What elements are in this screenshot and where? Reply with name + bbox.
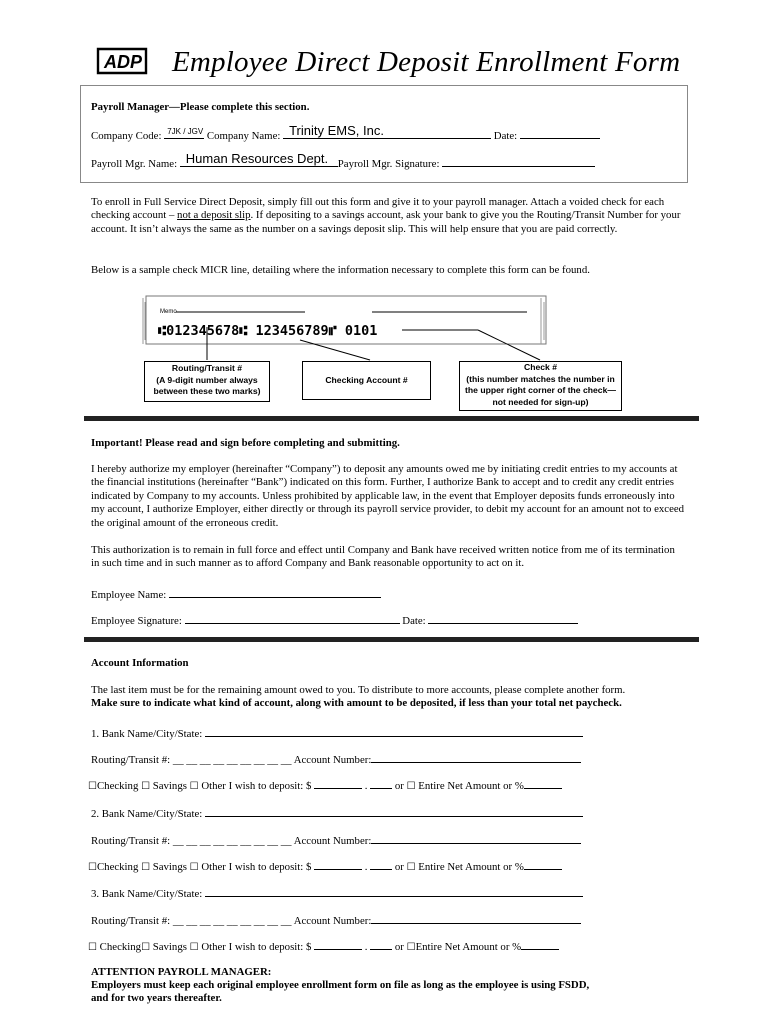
other-label: Other I wish to deposit: $ (201, 780, 312, 792)
routing-row-2 (91, 831, 581, 847)
account-number-field[interactable] (371, 831, 581, 844)
company-name-label: Company Name: (206, 130, 281, 142)
mgr-name-value: Human Resources Dept. (185, 151, 329, 166)
routing-callout-line: (A 9-digit number always (156, 374, 258, 385)
employee-signature-field[interactable] (185, 611, 400, 624)
micr-intro: Below is a sample check MICR line, detailing where the information necessary to complete this form can be found. (91, 264, 590, 276)
cents-field[interactable] (370, 857, 392, 870)
employee-date-field[interactable] (428, 611, 578, 624)
intro-underlined: not a deposit slip (177, 209, 251, 222)
account-type-row-2 (88, 857, 562, 873)
routing-blanks[interactable]: __ __ __ __ __ __ __ __ __ (172, 915, 292, 927)
attention-heading: ATTENTION PAYROLL MANAGER: (91, 966, 272, 978)
bank-row-2 (91, 804, 583, 820)
account-info-text (91, 684, 691, 711)
checking-label: Checking (96, 780, 139, 792)
or-label: or (394, 861, 404, 873)
company-row (91, 123, 600, 142)
routing-callout-line: Routing/Transit # (171, 363, 243, 373)
manager-date-label: Date: (493, 130, 518, 142)
bank-row-3 (91, 884, 583, 900)
percent-field[interactable] (524, 776, 562, 789)
other-label: Other I wish to deposit: $ (201, 861, 312, 873)
section-divider (84, 416, 699, 421)
routing-row-3 (91, 911, 581, 927)
employee-name-label: Employee Name: (91, 589, 167, 601)
checking-checkbox[interactable]: ☐ (88, 781, 97, 792)
employee-name-row (91, 585, 381, 601)
mgr-signature-field[interactable] (442, 154, 595, 167)
mgr-name-label: Payroll Mgr. Name: (91, 158, 178, 170)
other-checkbox[interactable]: ☐ (189, 862, 199, 873)
employee-signature-row (91, 611, 578, 627)
checknum-callout-line: Check # (524, 362, 557, 372)
manager-name-row (91, 151, 595, 170)
account-number-label: Account Number: (293, 754, 372, 766)
employee-signature-label: Employee Signature: (91, 615, 182, 627)
checknum-callout (459, 361, 622, 411)
routing-callout (144, 361, 270, 402)
bank-field[interactable] (205, 724, 583, 737)
authorization-paragraph: I hereby authorize my employer (hereinafter “Company”) to deposit any amounts owed me by initiating credit entries to my accounts at the financial institutions (hereinafter “Bank”) indicated on this form. Further, I authorize Bank to accept and to credit any credit entries indicated by Company to my accounts. Unless prohibited by applicable law, in the event that Employer deposits funds erroneously into my account, I authorize Employer, either directly or through its payroll service provider, to debit my account for an amount not to exceed the original amount of the erroneous credit. (91, 463, 685, 529)
other-checkbox[interactable]: ☐ (189, 942, 199, 953)
adp-logo (96, 47, 150, 77)
manager-date-field[interactable] (520, 126, 600, 139)
company-code-value: 7JK / JGV (167, 127, 204, 136)
account-number-field[interactable] (371, 750, 581, 763)
savings-checkbox[interactable]: ☐ (141, 942, 151, 953)
account-info-line: The last item must be for the remaining amount owed to you. To distribute to more accounts, please complete another form. (91, 684, 626, 696)
or-label: or (394, 780, 404, 792)
savings-label: Savings (152, 941, 187, 953)
entire-net-label: Entire Net Amount or % (418, 780, 524, 792)
other-label: Other I wish to deposit: $ (201, 941, 312, 953)
checking-checkbox[interactable]: ☐ (88, 862, 97, 873)
account-number-label: Account Number: (293, 915, 372, 927)
attention-line-2: and for two years thereafter. (91, 992, 222, 1004)
routing-row-1 (91, 750, 581, 766)
employee-name-field[interactable] (169, 585, 381, 598)
checking-checkbox[interactable]: ☐ (88, 942, 97, 953)
employee-date-label: Date: (402, 615, 426, 627)
bank-field[interactable] (205, 804, 583, 817)
bank-label: 1. Bank Name/City/State: (91, 728, 203, 740)
mgr-name-field[interactable] (180, 151, 338, 167)
dollars-field[interactable] (314, 937, 362, 950)
company-name-value: Trinity EMS, Inc. (289, 123, 384, 138)
bank-label: 2. Bank Name/City/State: (91, 808, 203, 820)
or-label: or (394, 941, 404, 953)
decimal-point: . (364, 780, 368, 792)
authorization-heading: Important! Please read and sign before completing and submitting. (91, 437, 400, 449)
savings-label: Savings (152, 861, 187, 873)
account-type-row-1 (88, 776, 562, 792)
percent-field[interactable] (521, 937, 559, 950)
attention-line-1: Employers must keep each original employee enrollment form on file as long as the employee is using FSDD, (91, 979, 590, 991)
routing-label: Routing/Transit #: (91, 835, 171, 847)
savings-checkbox[interactable]: ☐ (141, 781, 151, 792)
micr-line: ⑆012345678⑆ 123456789⑈ 0101 (158, 323, 378, 339)
checknum-callout-line: the upper right corner of the check— (465, 385, 616, 395)
entire-net-label: Entire Net Amount or % (418, 861, 524, 873)
bank-row-1 (91, 724, 583, 740)
dollars-field[interactable] (314, 776, 362, 789)
bank-label: 3. Bank Name/City/State: (91, 888, 203, 900)
company-name-field[interactable] (283, 123, 491, 139)
bank-field[interactable] (205, 884, 583, 897)
account-number-label: Account Number: (293, 835, 372, 847)
other-checkbox[interactable]: ☐ (189, 781, 199, 792)
cents-field[interactable] (370, 937, 392, 950)
routing-callout-line: between these two marks) (153, 386, 261, 396)
checking-label: Checking (99, 941, 142, 953)
checknum-callout-line: (this number matches the number in (466, 373, 615, 384)
authorization-duration: This authorization is to remain in full force and effect until Company and Bank have received written notice from me of its termination in such time and in such manner as to afford Company and Bank reasonable opportunity to act on it. (91, 544, 675, 570)
mgr-signature-label: Payroll Mgr. Signature: (337, 158, 440, 170)
routing-blanks[interactable]: __ __ __ __ __ __ __ __ __ (172, 835, 292, 847)
attention-block (91, 966, 589, 1005)
account-info-heading: Account Information (91, 657, 189, 669)
savings-checkbox[interactable]: ☐ (141, 862, 151, 873)
checking-label: Checking (96, 861, 139, 873)
company-code-label: Company Code: (91, 130, 162, 142)
percent-field[interactable] (524, 857, 562, 870)
entire-net-label: Entire Net Amount or % (415, 941, 522, 953)
account-callout: Checking Account # (302, 361, 431, 400)
company-code-field[interactable] (164, 126, 204, 139)
intro-paragraph (91, 196, 691, 236)
decimal-point: . (364, 941, 368, 953)
account-type-row-3 (88, 937, 559, 953)
section-divider (84, 637, 699, 642)
account-info-bold-line: Make sure to indicate what kind of account, along with amount to be deposited, if less than your total net paycheck. (91, 697, 622, 710)
logo-text: ADP (103, 52, 143, 72)
intro-text-b: . If depositing to a savings account, ask your bank to give you the Routing/Transit Number for your account. It isn’t always the same as the number on a savings deposit slip. This will help ensure that you are paid correctly. (91, 209, 681, 235)
manager-section-heading: Payroll Manager—Please complete this section. (91, 101, 310, 113)
entire-net-checkbox[interactable]: ☐ (406, 862, 416, 873)
routing-blanks[interactable]: __ __ __ __ __ __ __ __ __ (172, 754, 292, 766)
dollars-field[interactable] (314, 857, 362, 870)
savings-label: Savings (152, 780, 187, 792)
decimal-point: . (364, 861, 368, 873)
form-title: Employee Direct Deposit Enrollment Form (172, 46, 681, 78)
memo-label: Memo (160, 309, 177, 315)
checknum-callout-line: not needed for sign-up) (492, 396, 589, 407)
intro-text-a: To enroll in Full Service Direct Deposit, simply fill out this form and give it to your payroll manager. Attach a voided check for each checking account – (91, 196, 665, 222)
routing-label: Routing/Transit #: (91, 754, 171, 766)
account-number-field[interactable] (371, 911, 581, 924)
routing-label: Routing/Transit #: (91, 915, 171, 927)
entire-net-checkbox[interactable]: ☐ (406, 942, 416, 953)
entire-net-checkbox[interactable]: ☐ (406, 781, 416, 792)
cents-field[interactable] (370, 776, 392, 789)
